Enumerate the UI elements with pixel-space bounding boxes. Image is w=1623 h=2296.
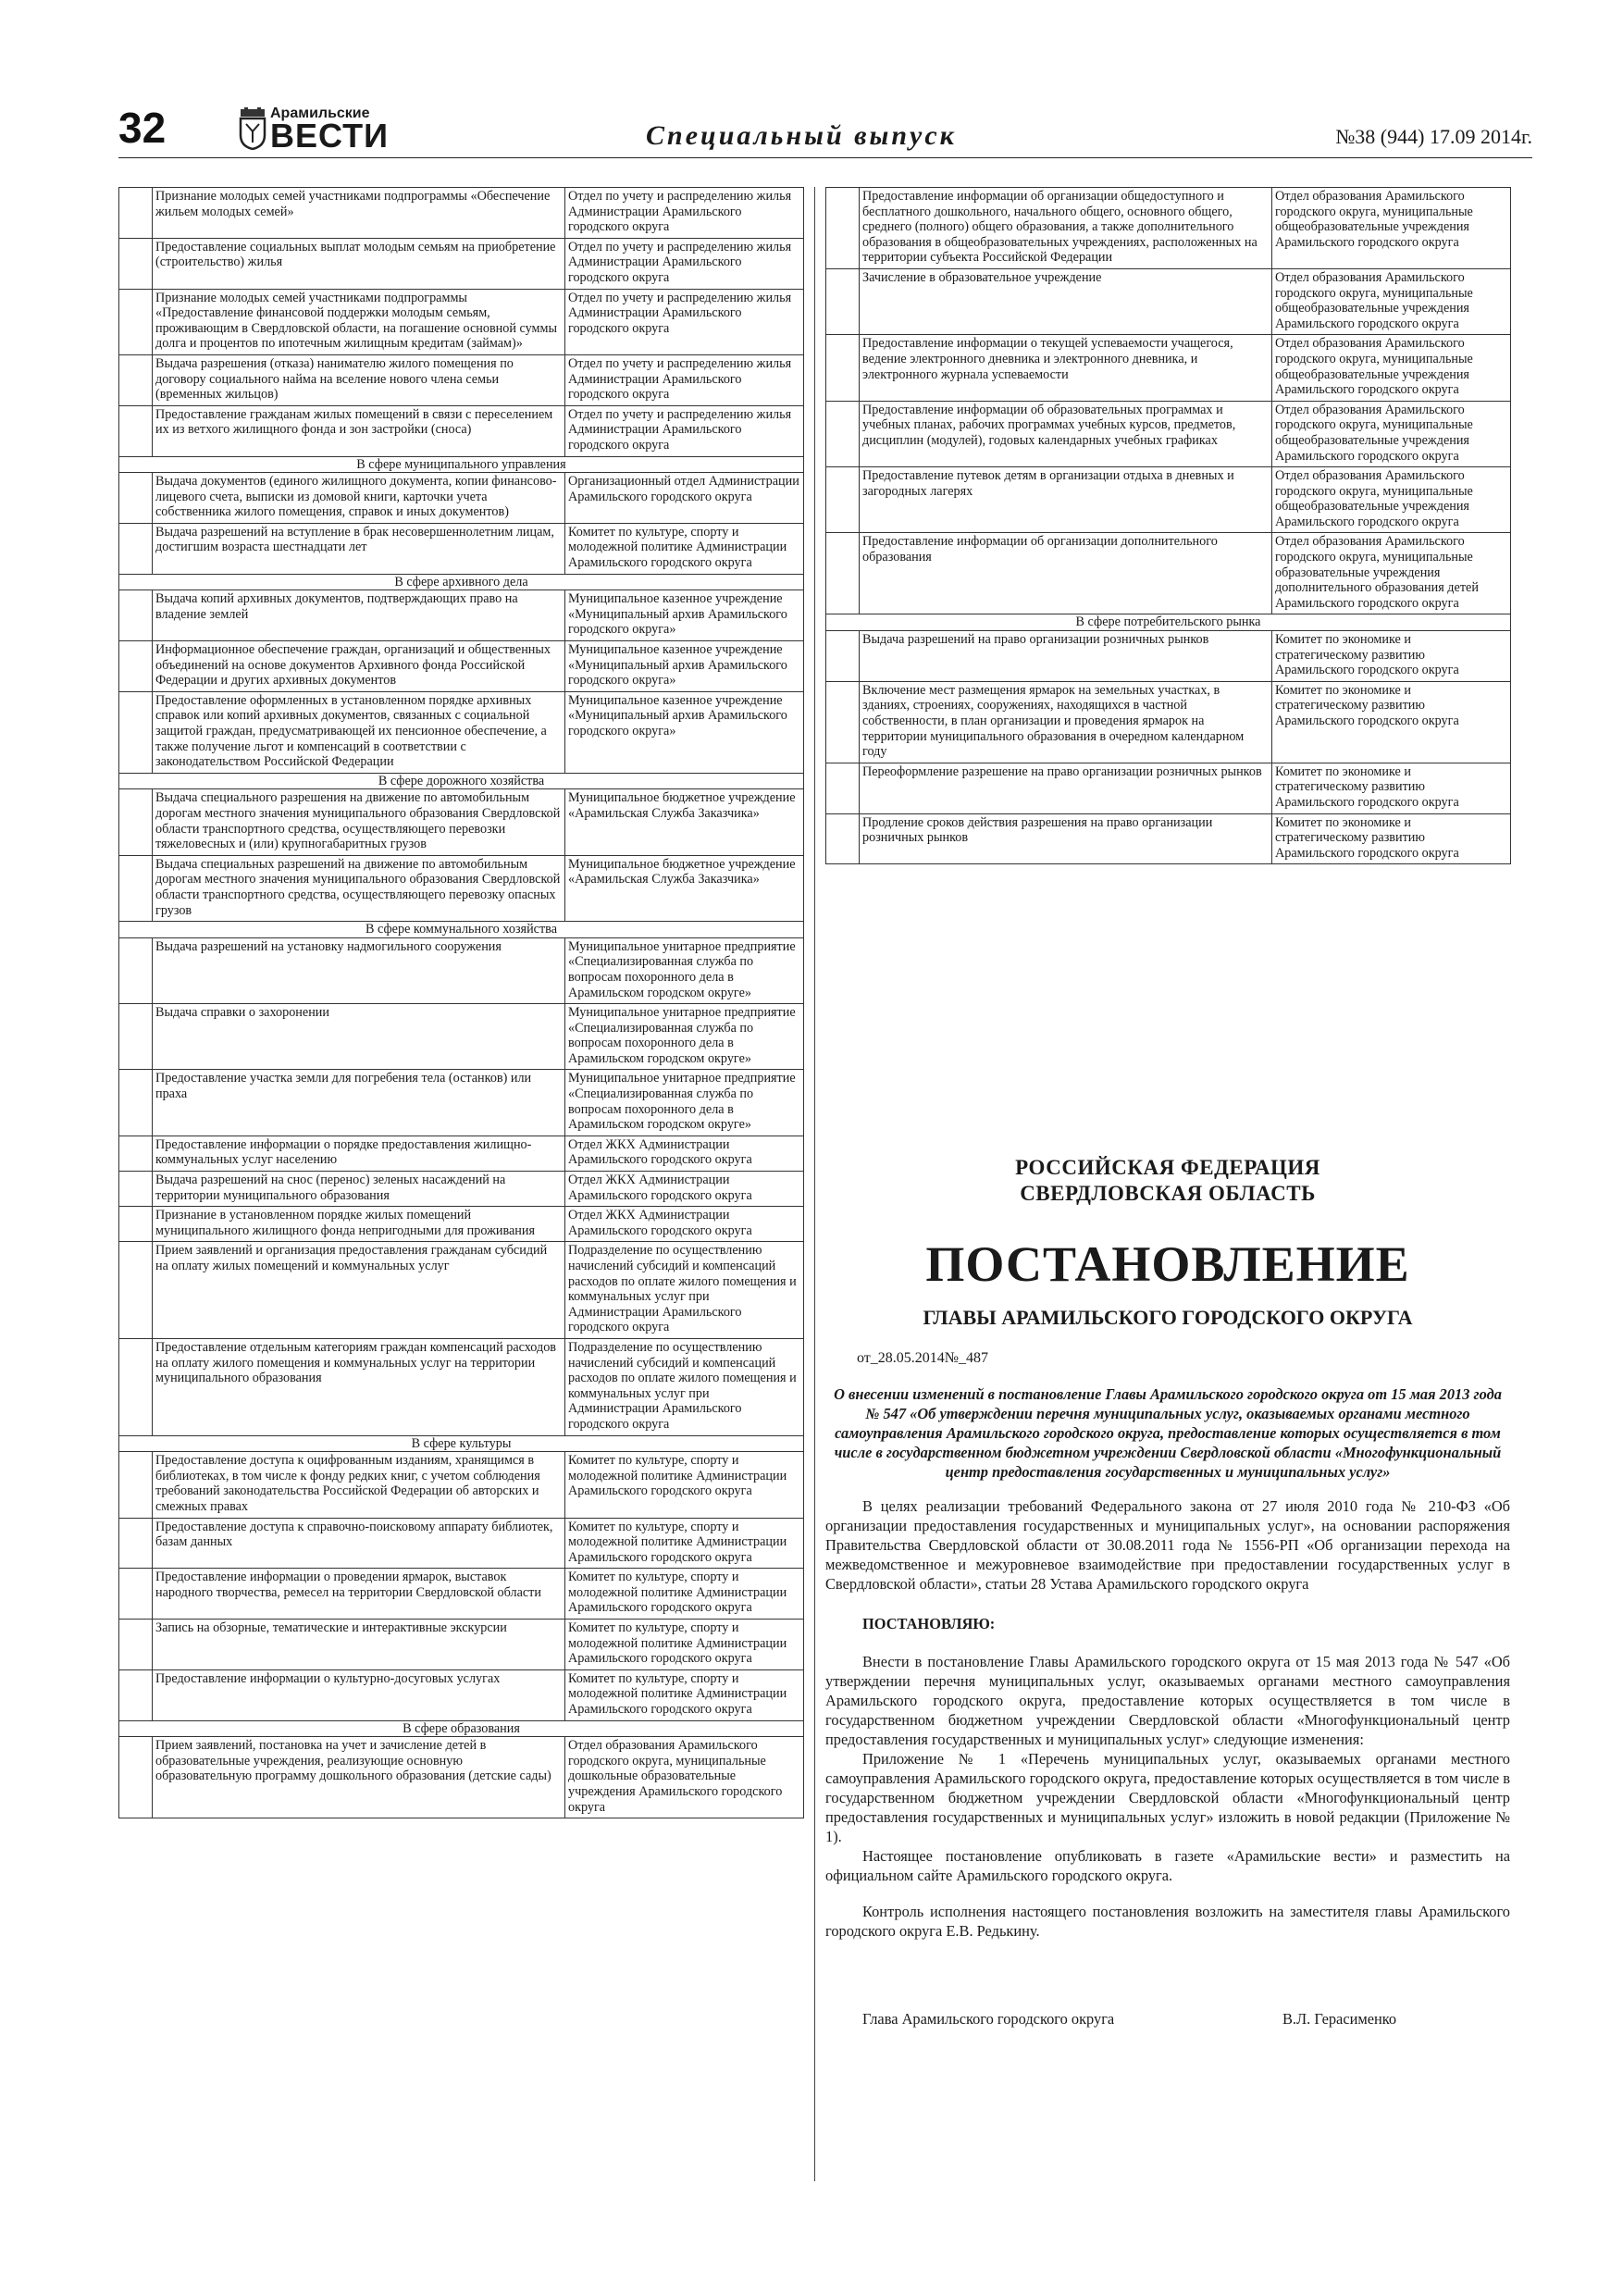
section-header-row [119, 456, 804, 473]
row-number-cell [119, 691, 153, 773]
organization-cell: Комитет по культуре, спорту и молодежной политике Администрации Арамильского городского округа [565, 1518, 804, 1569]
column-divider [814, 187, 815, 2181]
table-row [119, 937, 804, 1003]
section-header: В сфере муниципального управления [119, 456, 804, 473]
table-row [119, 1737, 804, 1818]
issue-number: №38 (944) 17.09 2014г. [1335, 125, 1532, 148]
row-number-cell [119, 937, 153, 1003]
service-cell: Продление сроков действия разрешения на право организации розничных рынков [860, 813, 1272, 864]
table-row [119, 1452, 804, 1518]
section-header-row [119, 922, 804, 938]
section-header: В сфере архивного дела [119, 574, 804, 590]
table-row [826, 631, 1511, 682]
services-table [825, 187, 1511, 864]
coat-of-arms-icon [239, 107, 266, 150]
section-header: В сфере образования [119, 1720, 804, 1737]
service-cell: Выдача специального разрешения на движение по автомобильным дорогам местного значения муниципального образования Свердловской области транспортного средства, осуществляющего перевозки тяжеловесных и (или) крупногабаритных грузов [153, 789, 565, 855]
decree-paragraph-2: Приложение № 1 «Перечень муниципальных услуг, оказываемых органами местного самоуправления Арамильского городского округа, предоставление которых осуществляется в том числе в государственном бюджетном учреждении Свердловской области «Многофункциональный центр предоставления государственных и муниципальных услуг» изложить в новой редакции (Приложение № 1). [825, 1750, 1510, 1845]
row-number-cell [119, 1004, 153, 1070]
region-name: СВЕРДЛОВСКАЯ ОБЛАСТЬ [1020, 1182, 1316, 1205]
page-header [118, 104, 1532, 155]
row-number-cell [119, 1669, 153, 1720]
organization-cell: Организационный отдел Администрации Арамильского городского округа [565, 473, 804, 524]
newspaper-logo [239, 105, 479, 154]
page-number: 32 [118, 104, 167, 152]
service-cell: Выдача разрешений на снос (перенос) зеленых насаждений на территории муниципального образования [153, 1172, 565, 1207]
service-cell: Предоставление отдельным категориям граждан компенсаций расходов на оплату жилого помещения и коммунальных услуг на территории муниципального образования [153, 1338, 565, 1435]
section-header: В сфере дорожного хозяйства [119, 773, 804, 789]
organization-cell: Отдел по учету и распределению жилья Администрации Арамильского городского округа [565, 289, 804, 354]
row-number-cell [119, 523, 153, 574]
decree-resolve: ПОСТАНОВЛЯЮ: [862, 1615, 996, 1632]
service-cell: Информационное обеспечение граждан, организаций и общественных объединений на основе документов Архивного фонда Российской Федерации и других архивных документов [153, 641, 565, 692]
decree-issuer: ГЛАВЫ АРАМИЛЬСКОГО ГОРОДСКОГО ОКРУГА [923, 1306, 1413, 1329]
row-number-cell [119, 473, 153, 524]
service-cell: Предоставление гражданам жилых помещений в связи с переселением их из ветхого жилищного фонда и зон застройки (сноса) [153, 405, 565, 456]
row-number-cell [119, 238, 153, 289]
row-number-cell [119, 1737, 153, 1818]
organization-cell: Отдел по учету и распределению жилья Администрации Арамильского городского округа [565, 238, 804, 289]
service-cell: Прием заявлений и организация предоставления гражданам субсидий на оплату жилых помещений и коммунальных услуг [153, 1242, 565, 1339]
service-cell: Выдача разрешений на установку надмогильного сооружения [153, 937, 565, 1003]
organization-cell: Муниципальное казенное учреждение «Муниципальный архив Арамильского городского округа» [565, 641, 804, 692]
service-cell: Предоставление путевок детям в организации отдыха в дневных и загородных лагерях [860, 467, 1272, 533]
decree-paragraph-3: Настоящее постановление опубликовать в газете «Арамильские вести» и разместить на официальном сайте Арамильского городского округа. [825, 1847, 1510, 1884]
table-row [119, 1242, 804, 1339]
table-row [119, 1569, 804, 1620]
decree-heading: О внесении изменений в постановление Главы Арамильского городского округа от 15 мая 2013 года № 547 «Об утверждении перечня муниципальных услуг, оказываемых органами местного самоуправления Арамильского городского округа, предоставление которых осуществляется в том числе в государственном бюджетном учреждении Свердловской области «Многофункциональный центр предоставления государственных и муниципальных услуг» [834, 1385, 1502, 1481]
organization-cell: Муниципальное унитарное предприятие «Специализированная служба по вопросам похоронного дела в Арамильском городском округе» [565, 1004, 804, 1070]
organization-cell: Отдел образования Арамильского городского округа, муниципальные общеобразовательные учреждения Арамильского городского округа [1272, 268, 1511, 334]
service-cell: Предоставление информации об организации общедоступного и бесплатного дошкольного, начального общего, основного общего, среднего (полного) общего образования, а также дополнительного образования в общеобразовательных учреждениях, расположенных на территории субъекта Российской Федерации [860, 188, 1272, 269]
service-cell: Зачисление в образовательное учреждение [860, 268, 1272, 334]
row-number-cell [826, 631, 860, 682]
section-header-row [119, 1435, 804, 1452]
service-cell: Выдача документов (единого жилищного документа, копии финансово-лицевого счета, выписки из домовой книги, карточки учета собственника жилого помещения, справок и иных документов) [153, 473, 565, 524]
decree-paragraph-1: Внести в постановление Главы Арамильского городского округа от 15 мая 2013 года № 547 «Об утверждении перечня муниципальных услуг, оказываемых органами местного самоуправления Арамильского городского округа, предоставление которых осуществляется в том числе в государственном бюджетном учреждении Свердловской области «Многофункциональный центр предоставления государственных и муниципальных услуг» следующие изменения: [825, 1653, 1510, 1748]
row-number-cell [119, 289, 153, 354]
table-row [826, 467, 1511, 533]
service-cell: Предоставление информации о культурно-досуговых услугах [153, 1669, 565, 1720]
organization-cell: Муниципальное казенное учреждение «Муниципальный архив Арамильского городского округа» [565, 590, 804, 641]
organization-cell: Отдел по учету и распределению жилья Администрации Арамильского городского округа [565, 188, 804, 239]
table-row [119, 590, 804, 641]
row-number-cell [119, 1620, 153, 1670]
row-number-cell [826, 188, 860, 269]
table-row [119, 855, 804, 921]
decree-basis: В целях реализации требований Федерального закона от 27 июля 2010 года № 210-ФЗ «Об организации предоставления государственных и муниципальных услуг», на основании распоряжения Правительства Свердловской области от 30.08.2011 года № 1556-РП «Об организации перехода на межведомственное и межуровневое взаимодействие при предоставлении государственных услуг в Свердловской области», статьи 28 Устава Арамильского городского округа [825, 1497, 1510, 1593]
service-cell: Выдача копий архивных документов, подтверждающих право на владение землей [153, 590, 565, 641]
table-row [119, 473, 804, 524]
service-cell: Предоставление информации об образовательных программах и учебных планах, рабочих программах учебных курсов, предметов, дисциплин (модулей), годовых календарных учебных графиках [860, 401, 1272, 466]
table-row [119, 1070, 804, 1136]
table-row [826, 335, 1511, 401]
row-number-cell [119, 590, 153, 641]
service-cell: Предоставление информации о текущей успеваемости учащегося, ведение электронного дневника и электронного дневника, и электронного журнала успеваемости [860, 335, 1272, 401]
table-row [119, 1172, 804, 1207]
organization-cell: Комитет по экономике и стратегическому развитию Арамильского городского округа [1272, 813, 1511, 864]
organization-cell: Отдел образования Арамильского городского округа, муниципальные образовательные учреждения дополнительного образования детей Арамильского городского округа [1272, 533, 1511, 614]
organization-cell: Муниципальное бюджетное учреждение «Арамильская Служба Заказчика» [565, 855, 804, 921]
organization-cell: Подразделение по осуществлению начислений субсидий и компенсаций расходов по оплате жилого помещения и коммунальных услуг при Администрации Арамильского городского округа [565, 1242, 804, 1339]
table-row [826, 533, 1511, 614]
service-cell: Предоставление доступа к справочно-поисковому аппарату библиотек, базам данных [153, 1518, 565, 1569]
service-cell: Запись на обзорные, тематические и интерактивные экскурсии [153, 1620, 565, 1670]
service-cell: Признание молодых семей участниками подпрограммы «Предоставление финансовой поддержки молодым семьям, проживающим в Свердловской области, на погашение основной суммы долга и процентов по ипотечным жилищным кредитам (займам)» [153, 289, 565, 354]
section-header-row [119, 574, 804, 590]
row-number-cell [119, 1242, 153, 1339]
table-row [119, 789, 804, 855]
organization-cell: Отдел по учету и распределению жилья Администрации Арамильского городского округа [565, 405, 804, 456]
section-header-row [119, 773, 804, 789]
service-cell: Предоставление оформленных в установленном порядке архивных справок или копий архивных документов, связанных с социальной защитой граждан, предусматривающей их пенсионное обеспечение, а также получение льгот и компенсаций в соответствии с законодательством Российской Федерации [153, 691, 565, 773]
service-cell: Выдача разрешений на право организации розничных рынков [860, 631, 1272, 682]
service-cell: Выдача разрешений на вступление в брак несовершеннолетним лицам, достигшим возраста шестнадцати лет [153, 523, 565, 574]
services-table-right [825, 187, 1510, 864]
service-cell: Признание молодых семей участниками подпрограммы «Обеспечение жильем молодых семей» [153, 188, 565, 239]
organization-cell: Комитет по культуре, спорту и молодежной политике Администрации Арамильского городского округа [565, 1452, 804, 1518]
table-row [119, 1669, 804, 1720]
row-number-cell [119, 1518, 153, 1569]
table-row [119, 1620, 804, 1670]
table-row [826, 268, 1511, 334]
section-header: В сфере потребительского рынка [826, 614, 1511, 631]
row-number-cell [119, 1338, 153, 1435]
signature-line [825, 2009, 1510, 2029]
table-row [119, 354, 804, 405]
table-row [119, 405, 804, 456]
service-cell: Выдача разрешения (отказа) нанимателю жилого помещения по договору социального найма на вселение нового члена семьи (временных жильцов) [153, 354, 565, 405]
organization-cell: Отдел ЖКХ Администрации Арамильского городского округа [565, 1207, 804, 1242]
services-table [118, 187, 804, 1818]
row-number-cell [119, 1172, 153, 1207]
row-number-cell [826, 533, 860, 614]
service-cell: Предоставление доступа к оцифрованным изданиям, хранящимся в библиотеках, в том числе к фонду редких книг, с учетом соблюдения требований законодательства Российской Федерации об авторских и смежных правах [153, 1452, 565, 1518]
table-row [826, 813, 1511, 864]
organization-cell: Комитет по экономике и стратегическому развитию Арамильского городского округа [1272, 631, 1511, 682]
table-row [826, 763, 1511, 813]
table-row [119, 691, 804, 773]
row-number-cell [119, 405, 153, 456]
row-number-cell [119, 1136, 153, 1171]
row-number-cell [119, 354, 153, 405]
decree-title: ПОСТАНОВЛЕНИЕ [925, 1236, 1410, 1292]
organization-cell: Муниципальное унитарное предприятие «Специализированная служба по вопросам похоронного дела в Арамильском городском округе» [565, 937, 804, 1003]
service-cell: Предоставление информации о порядке предоставления жилищно-коммунальных услуг населению [153, 1136, 565, 1171]
organization-cell: Муниципальное унитарное предприятие «Специализированная служба по вопросам похоронного дела в Арамильском городском округе» [565, 1070, 804, 1136]
organization-cell: Отдел ЖКХ Администрации Арамильского городского округа [565, 1136, 804, 1171]
organization-cell: Отдел ЖКХ Администрации Арамильского городского округа [565, 1172, 804, 1207]
organization-cell: Отдел образования Арамильского городского округа, муниципальные общеобразовательные учреждения Арамильского городского округа [1272, 467, 1511, 533]
table-row [119, 1136, 804, 1171]
row-number-cell [119, 1569, 153, 1620]
row-number-cell [119, 789, 153, 855]
organization-cell: Комитет по экономике и стратегическому развитию Арамильского городского округа [1272, 681, 1511, 763]
service-cell: Выдача справки о захоронении [153, 1004, 565, 1070]
row-number-cell [119, 1207, 153, 1242]
table-row [826, 401, 1511, 466]
row-number-cell [119, 1070, 153, 1136]
service-cell: Признание в установленном порядке жилых помещений муниципального жилищного фонда непригодными для проживания [153, 1207, 565, 1242]
table-row [119, 1518, 804, 1569]
services-table-left [118, 187, 803, 1818]
row-number-cell [826, 467, 860, 533]
row-number-cell [826, 335, 860, 401]
organization-cell: Отдел образования Арамильского городского округа, муниципальные общеобразовательные учреждения Арамильского городского округа [1272, 188, 1511, 269]
service-cell: Предоставление информации о проведении ярмарок, выставок народного творчества, ремесел на территории Свердловской области [153, 1569, 565, 1620]
table-row [119, 641, 804, 692]
service-cell: Предоставление информации об организации дополнительного образования [860, 533, 1272, 614]
service-cell: Переоформление разрешение на право организации розничных рынков [860, 763, 1272, 813]
row-number-cell [826, 268, 860, 334]
service-cell: Предоставление социальных выплат молодым семьям на приобретение (строительство) жилья [153, 238, 565, 289]
organization-cell: Отдел образования Арамильского городского округа, муниципальные общеобразовательные учреждения Арамильского городского округа [1272, 401, 1511, 466]
section-header: В сфере культуры [119, 1435, 804, 1452]
service-cell: Прием заявлений, постановка на учет и зачисление детей в образовательные учреждения, реализующие основную образовательную программу дошкольного образования (детские сады) [153, 1737, 565, 1818]
row-number-cell [119, 855, 153, 921]
row-number-cell [826, 813, 860, 864]
organization-cell: Отдел образования Арамильского городского округа, муниципальные общеобразовательные учреждения Арамильского городского округа [1272, 335, 1511, 401]
table-row [119, 238, 804, 289]
organization-cell: Комитет по культуре, спорту и молодежной политике Администрации Арамильского городского округа [565, 523, 804, 574]
table-row [119, 1004, 804, 1070]
organization-cell: Отдел образования Арамильского городского округа, муниципальные дошкольные образовательные учреждения Арамильского городского округа [565, 1737, 804, 1818]
row-number-cell [119, 641, 153, 692]
row-number-cell [119, 1452, 153, 1518]
row-number-cell [826, 681, 860, 763]
decree-control: Контроль исполнения настоящего постановления возложить на заместителя главы Арамильского городского округа Е.В. Редькину. [825, 1903, 1510, 1940]
organization-cell: Комитет по экономике и стратегическому развитию Арамильского городского округа [1272, 763, 1511, 813]
logo-small-text: Арамильские [270, 105, 370, 121]
service-cell: Включение мест размещения ярмарок на земельных участках, в зданиях, строениях, сооружениях, находящихся в частной собственности, в план организации и проведения ярмарок на территории муниципального образования в очередном календарном году [860, 681, 1272, 763]
table-row [119, 289, 804, 354]
row-number-cell [119, 188, 153, 239]
signer-position: Глава Арамильского городского округа [862, 2010, 1115, 2028]
country-name: РОССИЙСКАЯ ФЕДЕРАЦИЯ [1015, 1156, 1320, 1179]
organization-cell: Отдел по учету и распределению жилья Администрации Арамильского городского округа [565, 354, 804, 405]
logo-big-text: ВЕСТИ [270, 117, 389, 155]
decree [825, 1155, 1510, 2029]
section-header-row [826, 614, 1511, 631]
header-rule [118, 157, 1532, 158]
signer-name: В.Л. Герасименко [1282, 2010, 1397, 2028]
organization-cell: Муниципальное казенное учреждение «Муниципальный архив Арамильского городского округа» [565, 691, 804, 773]
table-row [119, 188, 804, 239]
decree-number: от_28.05.2014№_487 [857, 1350, 989, 1366]
organization-cell: Комитет по культуре, спорту и молодежной политике Администрации Арамильского городского округа [565, 1620, 804, 1670]
table-row [826, 681, 1511, 763]
organization-cell: Комитет по культуре, спорту и молодежной политике Администрации Арамильского городского округа [565, 1569, 804, 1620]
table-row [119, 523, 804, 574]
section-title: Специальный выпуск [646, 120, 957, 151]
organization-cell: Муниципальное бюджетное учреждение «Арамильская Служба Заказчика» [565, 789, 804, 855]
table-row [119, 1207, 804, 1242]
service-cell: Предоставление участка земли для погребения тела (останков) или праха [153, 1070, 565, 1136]
row-number-cell [826, 401, 860, 466]
row-number-cell [826, 763, 860, 813]
section-header: В сфере коммунального хозяйства [119, 922, 804, 938]
organization-cell: Подразделение по осуществлению начислений субсидий и компенсаций расходов по оплате жилого помещения и коммунальных услуг при Администрации Арамильского городского округа [565, 1338, 804, 1435]
organization-cell: Комитет по культуре, спорту и молодежной политике Администрации Арамильского городского округа [565, 1669, 804, 1720]
table-row [119, 1338, 804, 1435]
service-cell: Выдача специальных разрешений на движение по автомобильным дорогам местного значения муниципального образования Свердловской области транспортного средства, осуществляющего перевозку опасных грузов [153, 855, 565, 921]
section-header-row [119, 1720, 804, 1737]
table-row [826, 188, 1511, 269]
